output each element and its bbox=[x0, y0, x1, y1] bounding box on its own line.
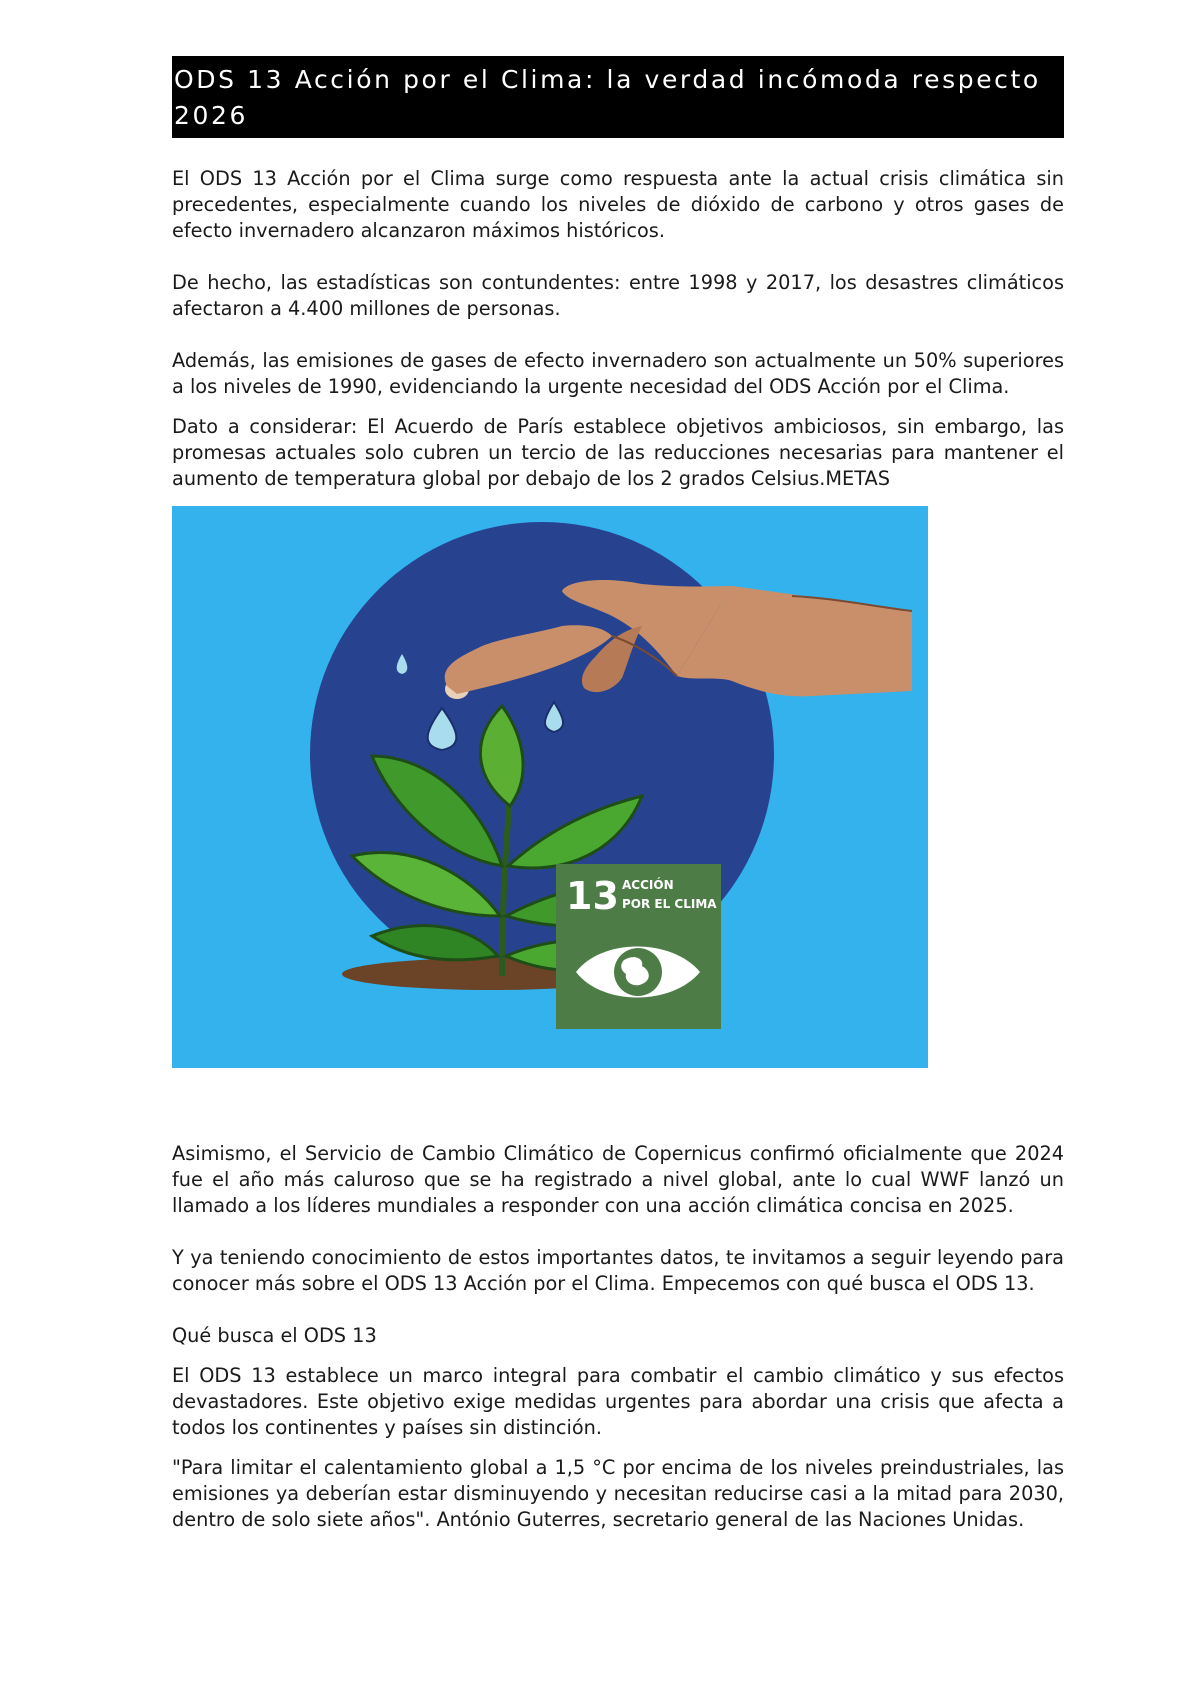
paragraph-guterres-quote: "Para limitar el calentamiento global a 1,5 °C por encima de los niveles preindustriales, las emisiones ya deberían estar disminuyendo y necesitan reducirse casi a la mitad para 2030, dentro de solo siete años". António Guterres, secretario general de las Naciones Unidas. bbox=[172, 1456, 1064, 1531]
sdg13-badge bbox=[556, 864, 721, 1029]
document-title: ODS 13 Acción por el Clima: la verdad incómoda respecto 2026 bbox=[172, 56, 1064, 138]
paragraph-statistics: De hecho, las estadísticas son contundentes: entre 1998 y 2017, los desastres climáticos afectaron a 4.400 millones de personas. bbox=[172, 271, 1064, 320]
badge-line-2: POR EL CLIMA bbox=[622, 897, 717, 911]
paragraph-paris-agreement: Dato a considerar: El Acuerdo de París establece objetivos ambiciosos, sin embargo, las promesas actuales solo cubren un tercio de las reducciones necesarias para mantener el aumento de temperatura global por debajo de los 2 grados Celsius.METAS bbox=[172, 415, 1064, 490]
climate-action-illustration bbox=[172, 506, 928, 1068]
paragraph-intro: El ODS 13 Acción por el Clima surge como respuesta ante la actual crisis climática sin precedentes, especialmente cuando los niveles de dióxido de carbono y otros gases de efecto invernadero alcanzaron máximos históricos. bbox=[172, 167, 1064, 242]
badge-line-1: ACCIÓN bbox=[622, 878, 674, 892]
paragraph-invitation: Y ya teniendo conocimiento de estos importantes datos, te invitamos a seguir leyendo para conocer más sobre el ODS 13 Acción por el Clima. Empecemos con qué busca el ODS 13. bbox=[172, 1246, 1064, 1295]
plant-and-hand-image bbox=[172, 506, 928, 1068]
paragraph-emissions: Además, las emisiones de gases de efecto invernadero son actualmente un 50% superiores a los niveles de 1990, evidenciando la urgente necesidad del ODS Acción por el Clima. bbox=[172, 349, 1064, 398]
badge-number: 13 bbox=[566, 874, 619, 918]
paragraph-copernicus: Asimismo, el Servicio de Cambio Climático de Copernicus confirmó oficialmente que 2024 fue el año más caluroso que se ha registrado a nivel global, ante lo cual WWF lanzó un llamado a los líderes mundiales a responder con una acción climática concisa en 2025. bbox=[172, 1142, 1064, 1217]
paragraph-framework: El ODS 13 establece un marco integral para combatir el cambio climático y sus efectos devastadores. Este objetivo exige medidas urgentes para abordar una crisis que afecta a todos los continentes y países sin distinción. bbox=[172, 1364, 1064, 1439]
document-page bbox=[172, 56, 1064, 1533]
section-heading-que-busca: Qué busca el ODS 13 bbox=[172, 1324, 377, 1347]
